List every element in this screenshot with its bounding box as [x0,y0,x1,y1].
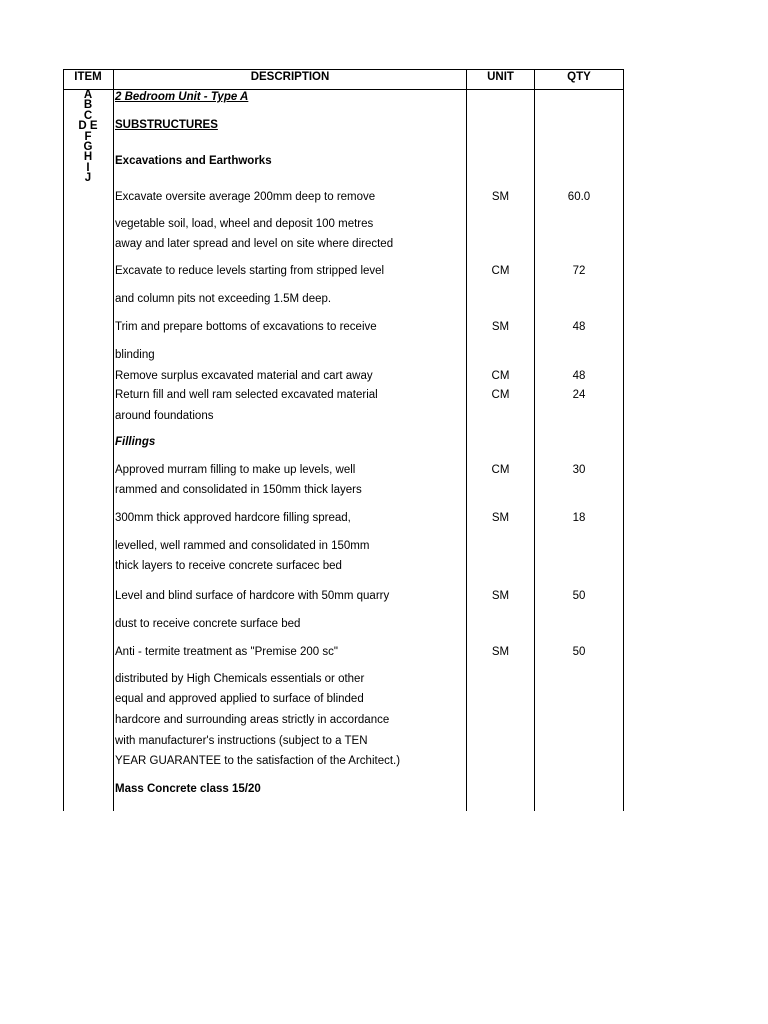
qty-cell: 50 [572,646,586,658]
description-line: rammed and consolidated in 150mm thick layers [115,484,362,496]
col-border-desc-unit [466,69,467,811]
header-description: DESCRIPTION [250,71,330,83]
description-line: Excavate to reduce levels starting from stripped level [115,265,385,277]
unit-cell: CM [491,389,510,401]
item-letter: B [83,99,93,112]
description-line: with manufacturer's instructions (subject to a TEN [115,735,368,747]
description-line: dust to receive concrete surface bed [115,618,301,630]
description-line: equal and approved applied to surface of blinded [115,693,364,705]
description-line: blinding [115,349,155,361]
qty-cell: 50 [572,590,586,602]
qty-cell: 48 [572,321,586,333]
header-item: ITEM [74,71,102,83]
qty-cell: 72 [572,265,586,277]
item-letter: C [83,109,93,122]
col-border-item-desc [113,69,114,811]
description-line: and column pits not exceeding 1.5M deep. [115,293,332,305]
qty-cell: 18 [572,512,586,524]
description-line: distributed by High Chemicals essentials or other [115,673,365,685]
description-line: around foundations [115,410,214,422]
unit-cell: SM [491,646,510,658]
description-line: Trim and prepare bottoms of excavations to receive [115,321,377,333]
description-line: Return fill and well ram selected excavated material [115,389,378,401]
unit-cell: SM [491,191,510,203]
section-title: 2 Bedroom Unit - Type A [115,91,249,103]
qty-cell: 60.0 [567,191,591,203]
unit-cell: CM [491,265,510,277]
item-letters [63,90,113,184]
description-line: YEAR GUARANTEE to the satisfaction of the Architect.) [115,755,401,767]
col-border-right [623,69,624,811]
unit-cell: SM [491,512,510,524]
item-letter: I [86,161,90,174]
description-line: Remove surplus excavated material and cart away [115,370,373,382]
header-qty: QTY [567,71,591,83]
item-letter: A [83,89,93,101]
item-letter: J [84,172,92,185]
subsection-heading: Mass Concrete class 15/20 [115,783,261,795]
unit-cell: CM [491,464,510,476]
header-unit: UNIT [487,71,514,83]
description-line: Excavate oversite average 200mm deep to remove [115,191,376,203]
qty-cell: 24 [572,389,586,401]
unit-cell: SM [491,321,510,333]
description-line: thick layers to receive concrete surfacec bed [115,560,342,572]
description-line: hardcore and surrounding areas strictly in accordance [115,714,390,726]
item-letter: H [83,151,93,164]
item-letter: F [84,130,92,143]
item-letter: G [83,140,93,153]
col-border-unit-qty [534,69,535,811]
description-line: Level and blind surface of hardcore with 50mm quarry [115,590,390,602]
subsection-heading: Excavations and Earthworks [115,155,272,167]
description-line: 300mm thick approved hardcore filling spread, [115,512,351,524]
description-line: Approved murram filling to make up levels, well [115,464,356,476]
qty-cell: 30 [572,464,586,476]
description-line: levelled, well rammed and consolidated in 150mm [115,540,370,552]
unit-cell: SM [491,590,510,602]
description-line: vegetable soil, load, wheel and deposit 100 metres [115,218,374,230]
qty-cell: 48 [572,370,586,382]
description-line: Anti - termite treatment as "Premise 200 sc" [115,646,338,658]
item-letter: D E [78,120,98,133]
description-line: away and later spread and level on site where directed [115,238,394,250]
subsection-heading: Fillings [115,436,156,448]
unit-cell: CM [491,370,510,382]
section-heading: SUBSTRUCTURES [115,119,218,131]
